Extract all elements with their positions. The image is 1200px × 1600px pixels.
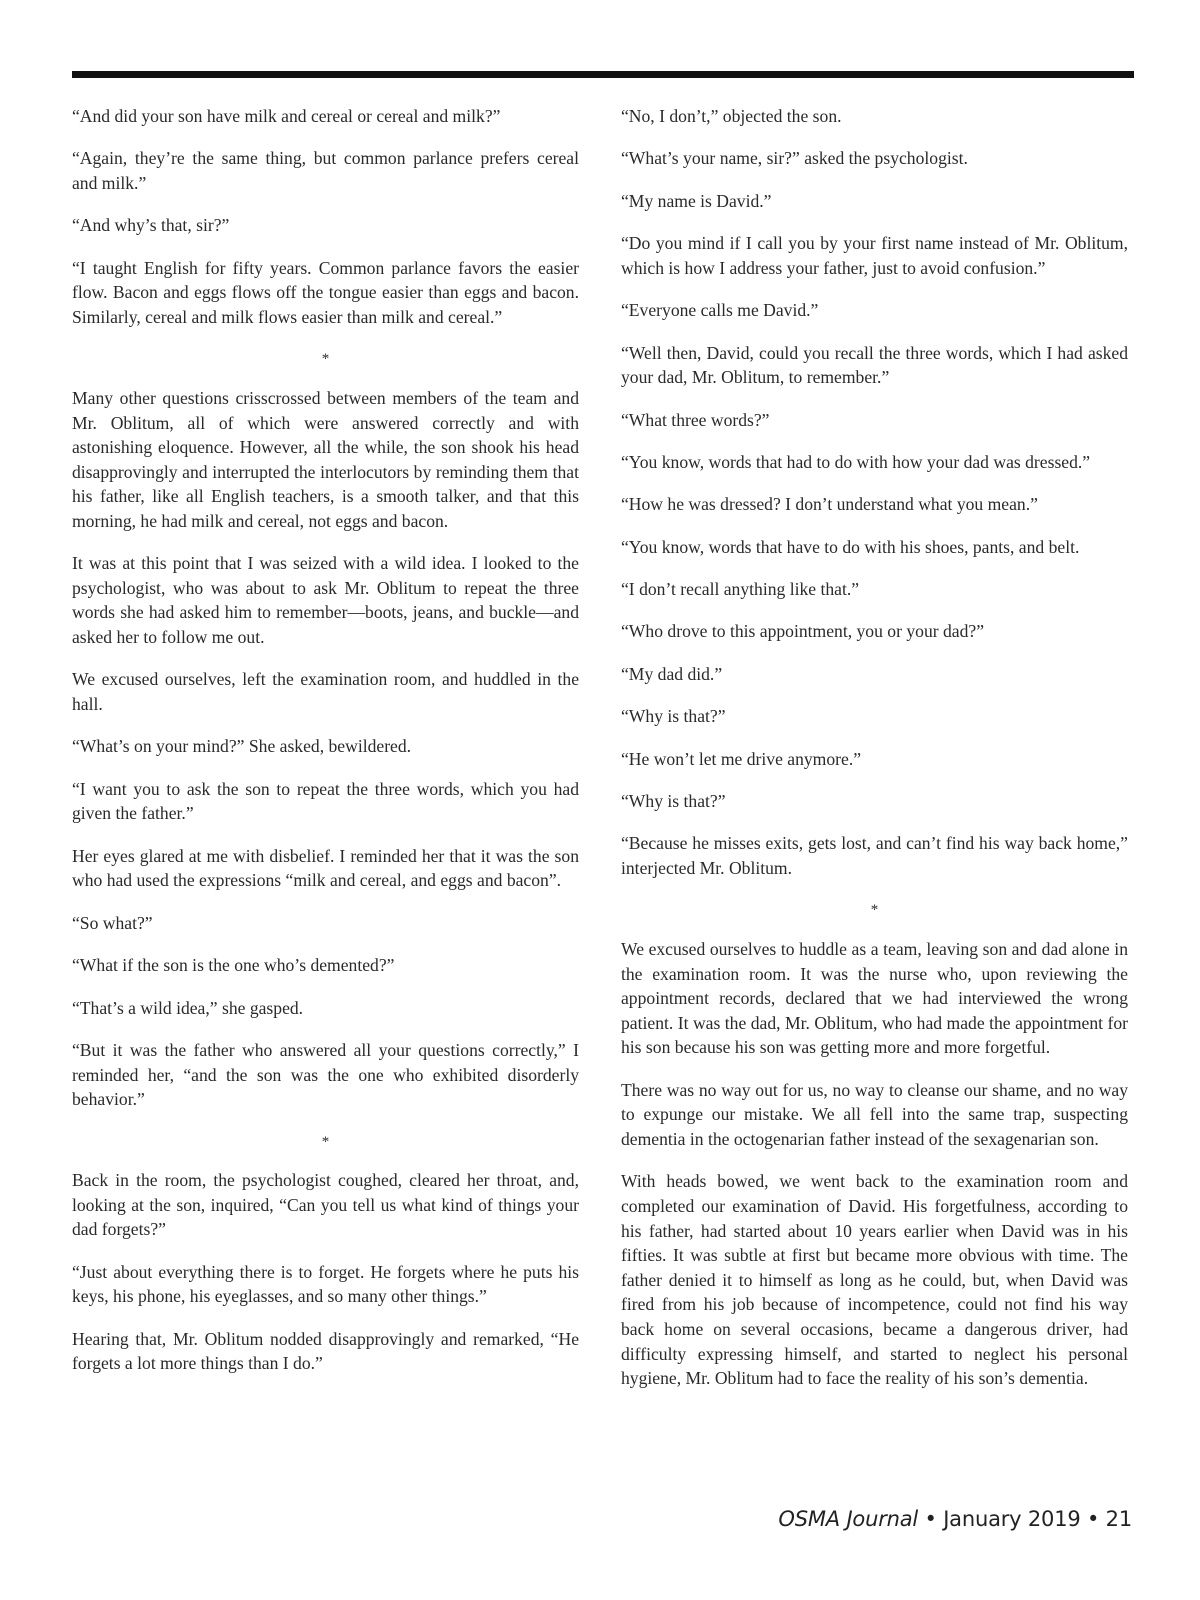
paragraph: “You know, words that have to do with his shoes, pants, and belt.: [621, 536, 1080, 557]
paragraph: “Do you mind if I call you by your first name instead of Mr. Oblitum, which is how I address your father, just to avoid confusion.”: [621, 233, 1128, 278]
footer-separator: •: [1080, 1507, 1106, 1531]
paragraph: It was at this point that I was seized with a wild idea. I looked to the psychologist, who was about to ask Mr. Oblitum to repeat the three words she had asked him to remember—boots, jeans, and buckle—and asked her to follow me out.: [72, 553, 579, 648]
paragraph: We excused ourselves, left the examination room, and huddled in the hall.: [72, 669, 579, 715]
paragraph: “Everyone calls me David.”: [621, 300, 819, 321]
section-separator: *: [321, 1133, 330, 1150]
paragraph: “I want you to ask the son to repeat the three words, which you had given the father.”: [72, 778, 579, 824]
paragraph: There was no way out for us, no way to cleanse our shame, and no way to expunge our mistake. We all fell into the same trap, suspecting dementia in the octogenarian father instead of the sexagenarian son.: [621, 1079, 1128, 1149]
top-rule: [72, 71, 1134, 78]
paragraph: “Why is that?”: [621, 706, 726, 727]
paragraph: “What three words?”: [621, 409, 770, 430]
paragraph: “Who drove to this appointment, you or your dad?”: [621, 621, 985, 642]
footer-journal-name: OSMA Journal: [778, 1507, 919, 1531]
paragraph: Back in the room, the psychologist coughed, cleared her throat, and, looking at the son, inquired, “Can you tell us what kind of things your dad forgets?”: [72, 1170, 579, 1240]
paragraph: With heads bowed, we went back to the examination room and completed our examination of David. His forgetfulness, according to his father, had started about 10 years earlier when David was in his fifties. It was subtle at first but became more obvious with time. The father denied it to himself as long as he could, but, when David was fired from his job because of incompetence, could not find his way back home on several occasions, became a dangerous driver, had difficulty expressing himself, and started to neglect his personal hygiene, Mr. Oblitum had to face the reality of his son’s dementia.: [621, 1171, 1128, 1389]
footer-separator: •: [918, 1507, 944, 1531]
paragraph: “What’s your name, sir?” asked the psychologist.: [621, 148, 968, 169]
paragraph: “Because he misses exits, gets lost, and can’t find his way back home,” interjected Mr. Oblitum.: [621, 833, 1128, 879]
right-column: [621, 104, 1128, 1409]
page-number: 21: [1105, 1507, 1132, 1531]
paragraph: “How he was dressed? I don’t understand what you mean.”: [621, 494, 1038, 515]
paragraph: “I taught English for fifty years. Common parlance favors the easier flow. Bacon and eggs flows off the tongue easier than eggs and bacon. Similarly, cereal and milk flows easier than milk and cereal.”: [72, 257, 579, 327]
paragraph: “But it was the father who answered all your questions correctly,” I reminded her, “and the son was the one who exhibited disorderly behavior.”: [72, 1039, 579, 1110]
paragraph: “That’s a wild idea,” she gasped.: [72, 997, 304, 1018]
paragraph: “He won’t let me drive anymore.”: [621, 748, 862, 769]
paragraph: We excused ourselves to huddle as a team, leaving son and dad alone in the examination room. It was the nurse who, upon reviewing the appointment records, declared that we had interviewed the wrong patient. It was the dad, Mr. Oblitum, who had made the appointment for his son because his son was getting more and more forgetful.: [621, 939, 1128, 1058]
paragraph: “Again, they’re the same thing, but common parlance prefers cereal and milk.”: [72, 148, 579, 193]
paragraph: “You know, words that had to do with how your dad was dressed.”: [621, 451, 1091, 472]
left-column: [72, 104, 579, 1394]
paragraph: Many other questions crisscrossed between members of the team and Mr. Oblitum, all of which were answered correctly and with astonishing eloquence. However, all the while, the son shook his head disapprovingly and interrupted the interlocutors by reminding them that his father, like all English teachers, is a smooth talker, and that this morning, he had milk and cereal, not eggs and bacon.: [72, 387, 579, 531]
paragraph: “What if the son is the one who’s demented?”: [72, 955, 395, 976]
paragraph: “My name is David.”: [621, 190, 772, 211]
paragraph: “Well then, David, could you recall the three words, which I had asked your dad, Mr. Oblitum, to remember.”: [621, 342, 1128, 388]
paragraph: “I don’t recall anything like that.”: [621, 579, 860, 600]
paragraph: “My dad did.”: [621, 663, 723, 684]
paragraph: “Just about everything there is to forget. He forgets where he puts his keys, his phone, his eyeglasses, and so many other things.”: [72, 1261, 579, 1307]
section-separator: *: [870, 902, 879, 919]
footer-date: January 2019: [943, 1507, 1081, 1531]
paragraph: “So what?”: [72, 912, 153, 933]
page-footer: [778, 1507, 1132, 1531]
paragraph: “No, I don’t,” objected the son.: [621, 106, 842, 126]
paragraph: “And did your son have milk and cereal or cereal and milk?”: [72, 106, 501, 126]
paragraph: Hearing that, Mr. Oblitum nodded disapprovingly and remarked, “He forgets a lot more things than I do.”: [72, 1328, 579, 1374]
paragraph: “What’s on your mind?” She asked, bewildered.: [72, 736, 412, 757]
paragraph: “And why’s that, sir?”: [72, 215, 230, 236]
section-separator: *: [321, 351, 330, 368]
paragraph: “Why is that?”: [621, 791, 726, 812]
paragraph: Her eyes glared at me with disbelief. I reminded her that it was the son who had used the expressions “milk and cereal, and eggs and bacon”.: [72, 845, 579, 891]
